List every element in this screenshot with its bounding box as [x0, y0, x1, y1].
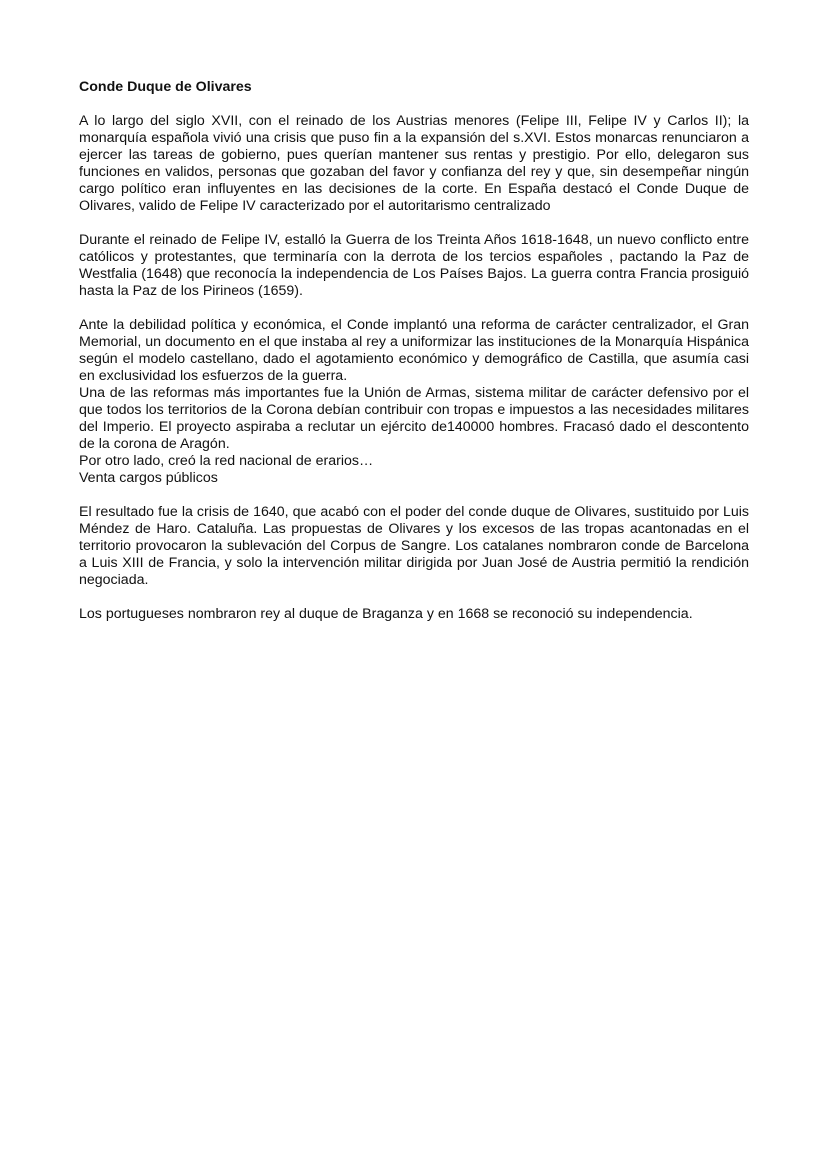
line-venta-cargos: Venta cargos públicos	[79, 470, 218, 486]
paragraph-portugal: Los portugueses nombraron rey al duque de Braganza y en 1668 se reconoció su independencia.	[79, 606, 693, 622]
line-erarios: Por otro lado, creó la red nacional de erarios…	[79, 453, 374, 469]
paragraph-gap	[79, 487, 749, 504]
document-title: Conde Duque de Olivares	[79, 79, 252, 95]
paragraph-validos: A lo largo del siglo XVII, con el reinado de los Austrias menores (Felipe III, Felipe IV y Carlos II); la monarquía española vivió una crisis que puso fin a la expansión del s.XVI. Estos monarcas renunciaron a ejercer las tareas de gobierno, pues querían mantener sus rentas y prestigio. Por ello, delegaron sus funciones en validos, personas que gozaban del favor y confianza del rey y que, sin desempeñar ningún cargo político eran influyentes en las decisiones de la corte. En España destacó el Conde Duque de Olivares, valido de Felipe IV caracterizado por el autoritarismo centralizado	[79, 113, 749, 214]
paragraph-crisis-1640: El resultado fue la crisis de 1640, que acabó con el poder del conde duque de Olivares, sustituido por Luis Méndez de Haro. Cataluña. Las propuestas de Olivares y los excesos de las tropas acantonadas en el territorio provocaron la sublevación del Corpus de Sangre. Los catalanes nombraron conde de Barcelona a Luis XIII de Francia, y solo la intervención militar dirigida por Juan José de Austria permitió la rendición negociada.	[79, 504, 749, 588]
paragraph-gran-memorial: Ante la debilidad política y económica, el Conde implantó una reforma de carácter centralizador, el Gran Memorial, un documento en el que instaba al rey a uniformizar las instituciones de la Monarquía Hispánica según el modelo castellano, dado el agotamiento económico y demográfico de Castilla, que asumía casi en exclusividad los esfuerzos de la guerra.	[79, 317, 749, 384]
document-page	[79, 79, 749, 623]
paragraph-union-de-armas: Una de las reformas más importantes fue la Unión de Armas, sistema militar de carácter defensivo por el que todos los territorios de la Corona debían contribuir con tropas e impuestos a las necesidades militares del Imperio. El proyecto aspiraba a reclutar un ejército de140000 hombres. Fracasó dado el descontento de la corona de Aragón.	[79, 385, 749, 452]
paragraph-treinta-anos: Durante el reinado de Felipe IV, estalló la Guerra de los Treinta Años 1618-1648, un nuevo conflicto entre católicos y protestantes, que terminaría con la derrota de los tercios españoles , pactando la Paz de Westfalia (1648) que reconocía la independencia de Los Países Bajos. La guerra contra Francia prosiguió hasta la Paz de los Pirineos (1659).	[79, 232, 749, 299]
